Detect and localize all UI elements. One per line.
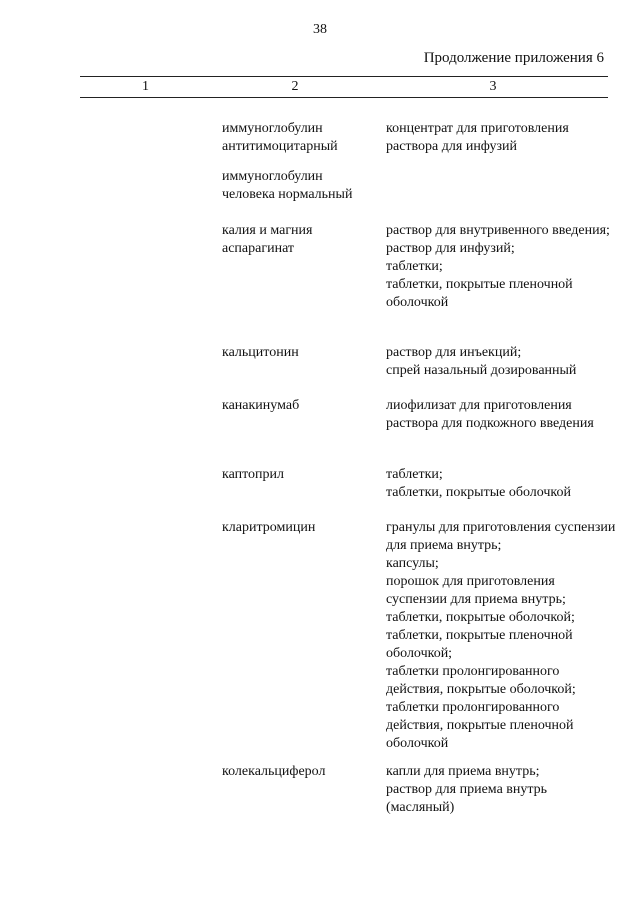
column-number-1: 1 bbox=[142, 79, 149, 94]
dosage-form: таблетки пролонгированного действия, покрытые оболочкой; bbox=[386, 664, 576, 697]
dosage-forms bbox=[386, 397, 618, 433]
column-number-2: 2 bbox=[291, 79, 299, 94]
dosage-form: капсулы; bbox=[386, 556, 439, 571]
dosage-form: таблетки, покрытые пленочной оболочкой; bbox=[386, 628, 573, 661]
drug-name: каптоприл bbox=[222, 467, 285, 482]
dosage-form: лиофилизат для приготовления раствора для подкожного введения bbox=[386, 398, 594, 431]
dosage-form: раствор для приема внутрь (масляный) bbox=[386, 782, 548, 815]
drug-name: калия и магния аспарагинат bbox=[222, 223, 313, 256]
dosage-form: раствор для внутривенного введения; bbox=[386, 223, 610, 238]
dosage-form: спрей назальный дозированный bbox=[386, 363, 577, 378]
dosage-form: раствор для инфузий; bbox=[386, 241, 515, 256]
dosage-form: таблетки, покрытые оболочкой; bbox=[386, 610, 575, 625]
table-header-rule-bottom bbox=[80, 97, 608, 98]
dosage-form: таблетки, покрытые оболочкой bbox=[386, 485, 572, 500]
drug-name: кальцитонин bbox=[222, 345, 299, 360]
dosage-form: капли для приема внутрь; bbox=[386, 764, 540, 779]
drug-name: иммуноглобулин человека нормальный bbox=[222, 169, 353, 202]
dosage-form: концентрат для приготовления раствора для инфузий bbox=[386, 121, 569, 154]
drug-name: иммуноглобулин антитимоцитарный bbox=[222, 121, 338, 154]
dosage-forms bbox=[386, 222, 618, 312]
drug-name: канакинумаб bbox=[222, 398, 300, 413]
table-header-rule-top bbox=[80, 76, 608, 77]
page-number: 38 bbox=[313, 22, 327, 37]
dosage-form: таблетки, покрытые пленочной оболочкой bbox=[386, 277, 573, 310]
dosage-form: раствор для инъекций; bbox=[386, 345, 522, 360]
drug-name: кларитромицин bbox=[222, 520, 316, 535]
dosage-form: гранулы для приготовления суспензии для приема внутрь; bbox=[386, 520, 616, 553]
drug-name: колекальциферол bbox=[222, 764, 326, 779]
column-number-3: 3 bbox=[489, 79, 497, 94]
dosage-forms bbox=[386, 344, 618, 380]
dosage-form: таблетки; bbox=[386, 467, 443, 482]
dosage-form: таблетки пролонгированного действия, покрытые пленочной оболочкой bbox=[386, 700, 574, 751]
appendix-caption: Продолжение приложения 6 bbox=[423, 50, 604, 66]
dosage-forms bbox=[386, 519, 618, 753]
dosage-forms bbox=[386, 120, 618, 156]
dosage-form: порошок для приготовления суспензии для приема внутрь; bbox=[386, 574, 566, 607]
dosage-forms bbox=[386, 466, 618, 502]
dosage-forms bbox=[386, 763, 618, 817]
dosage-form: таблетки; bbox=[386, 259, 443, 274]
